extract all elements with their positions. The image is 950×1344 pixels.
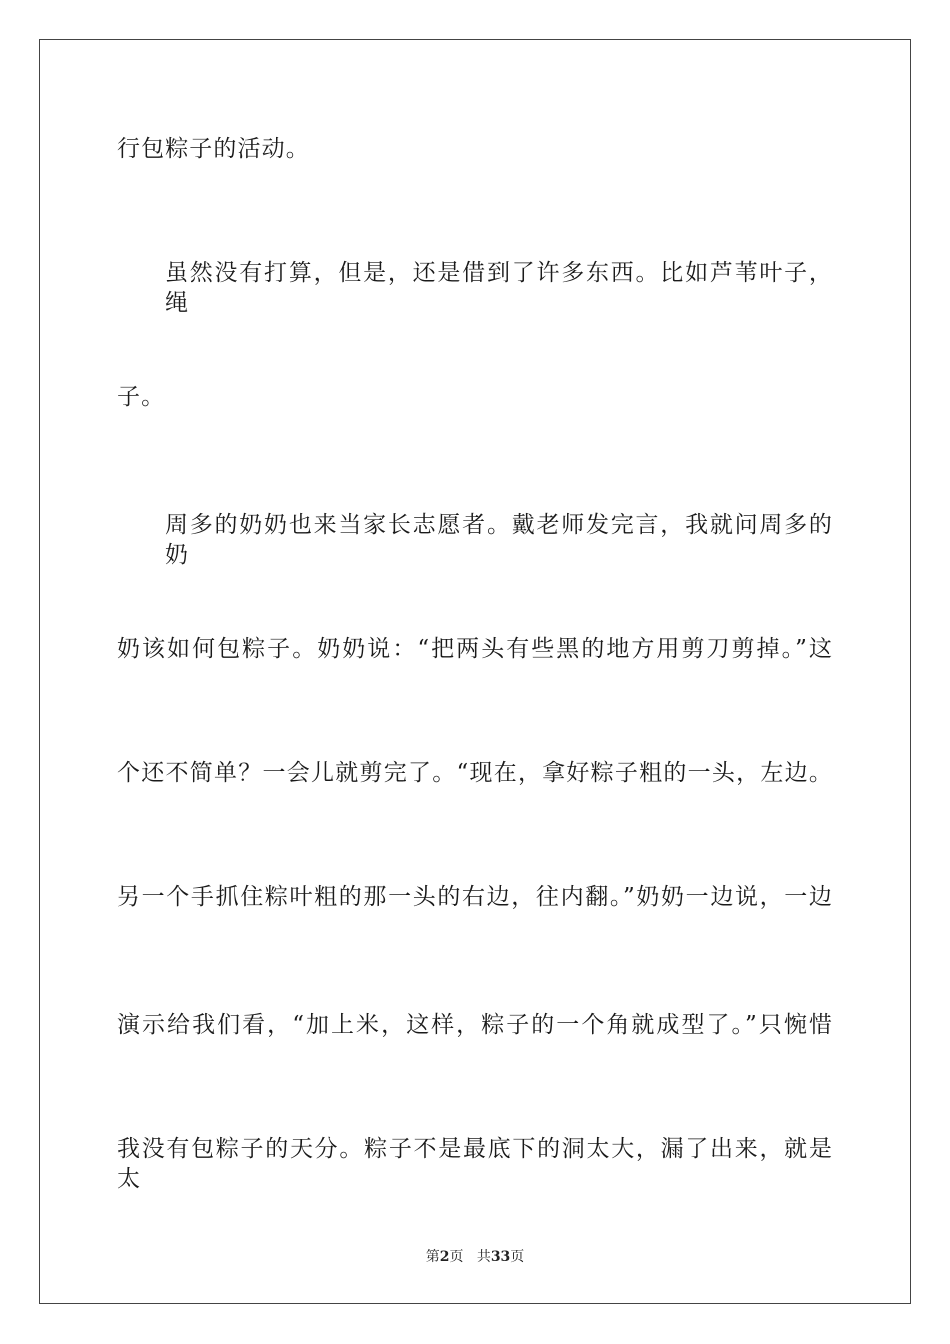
page-prefix: 第 xyxy=(425,1249,440,1265)
text-line-2: 虽然没有打算，但是，还是借到了许多东西。比如芦苇叶子，绳 xyxy=(165,260,833,316)
page-footer xyxy=(0,1248,950,1266)
current-page-number: 2 xyxy=(439,1249,450,1265)
total-suffix: 页 xyxy=(510,1249,525,1265)
text-line-7: 另一个手抓住粽叶粗的那一头的右边，往内翻。”奶奶一边说，一边 xyxy=(117,884,833,910)
text-line-9: 我没有包粽子的天分。粽子不是最底下的洞太大，漏了出来，就是太 xyxy=(117,1136,833,1192)
text-line-5: 奶该如何包粽子。奶奶说：“把两头有些黑的地方用剪刀剪掉。”这 xyxy=(117,636,833,662)
total-prefix: 共 xyxy=(476,1249,491,1265)
text-line-3: 子。 xyxy=(117,384,166,410)
text-line-1: 行包粽子的活动。 xyxy=(117,136,310,162)
text-line-8: 演示给我们看，“加上米，这样，粽子的一个角就成型了。”只惋惜 xyxy=(117,1012,833,1038)
text-line-4: 周多的奶奶也来当家长志愿者。戴老师发完言，我就问周多的奶 xyxy=(165,512,833,568)
total-page-count: 33 xyxy=(490,1249,511,1265)
page-frame xyxy=(39,39,911,1304)
page-suffix: 页 xyxy=(449,1249,464,1265)
text-line-6: 个还不简单？一会儿就剪完了。“现在，拿好粽子粗的一头，左边。 xyxy=(117,760,833,786)
